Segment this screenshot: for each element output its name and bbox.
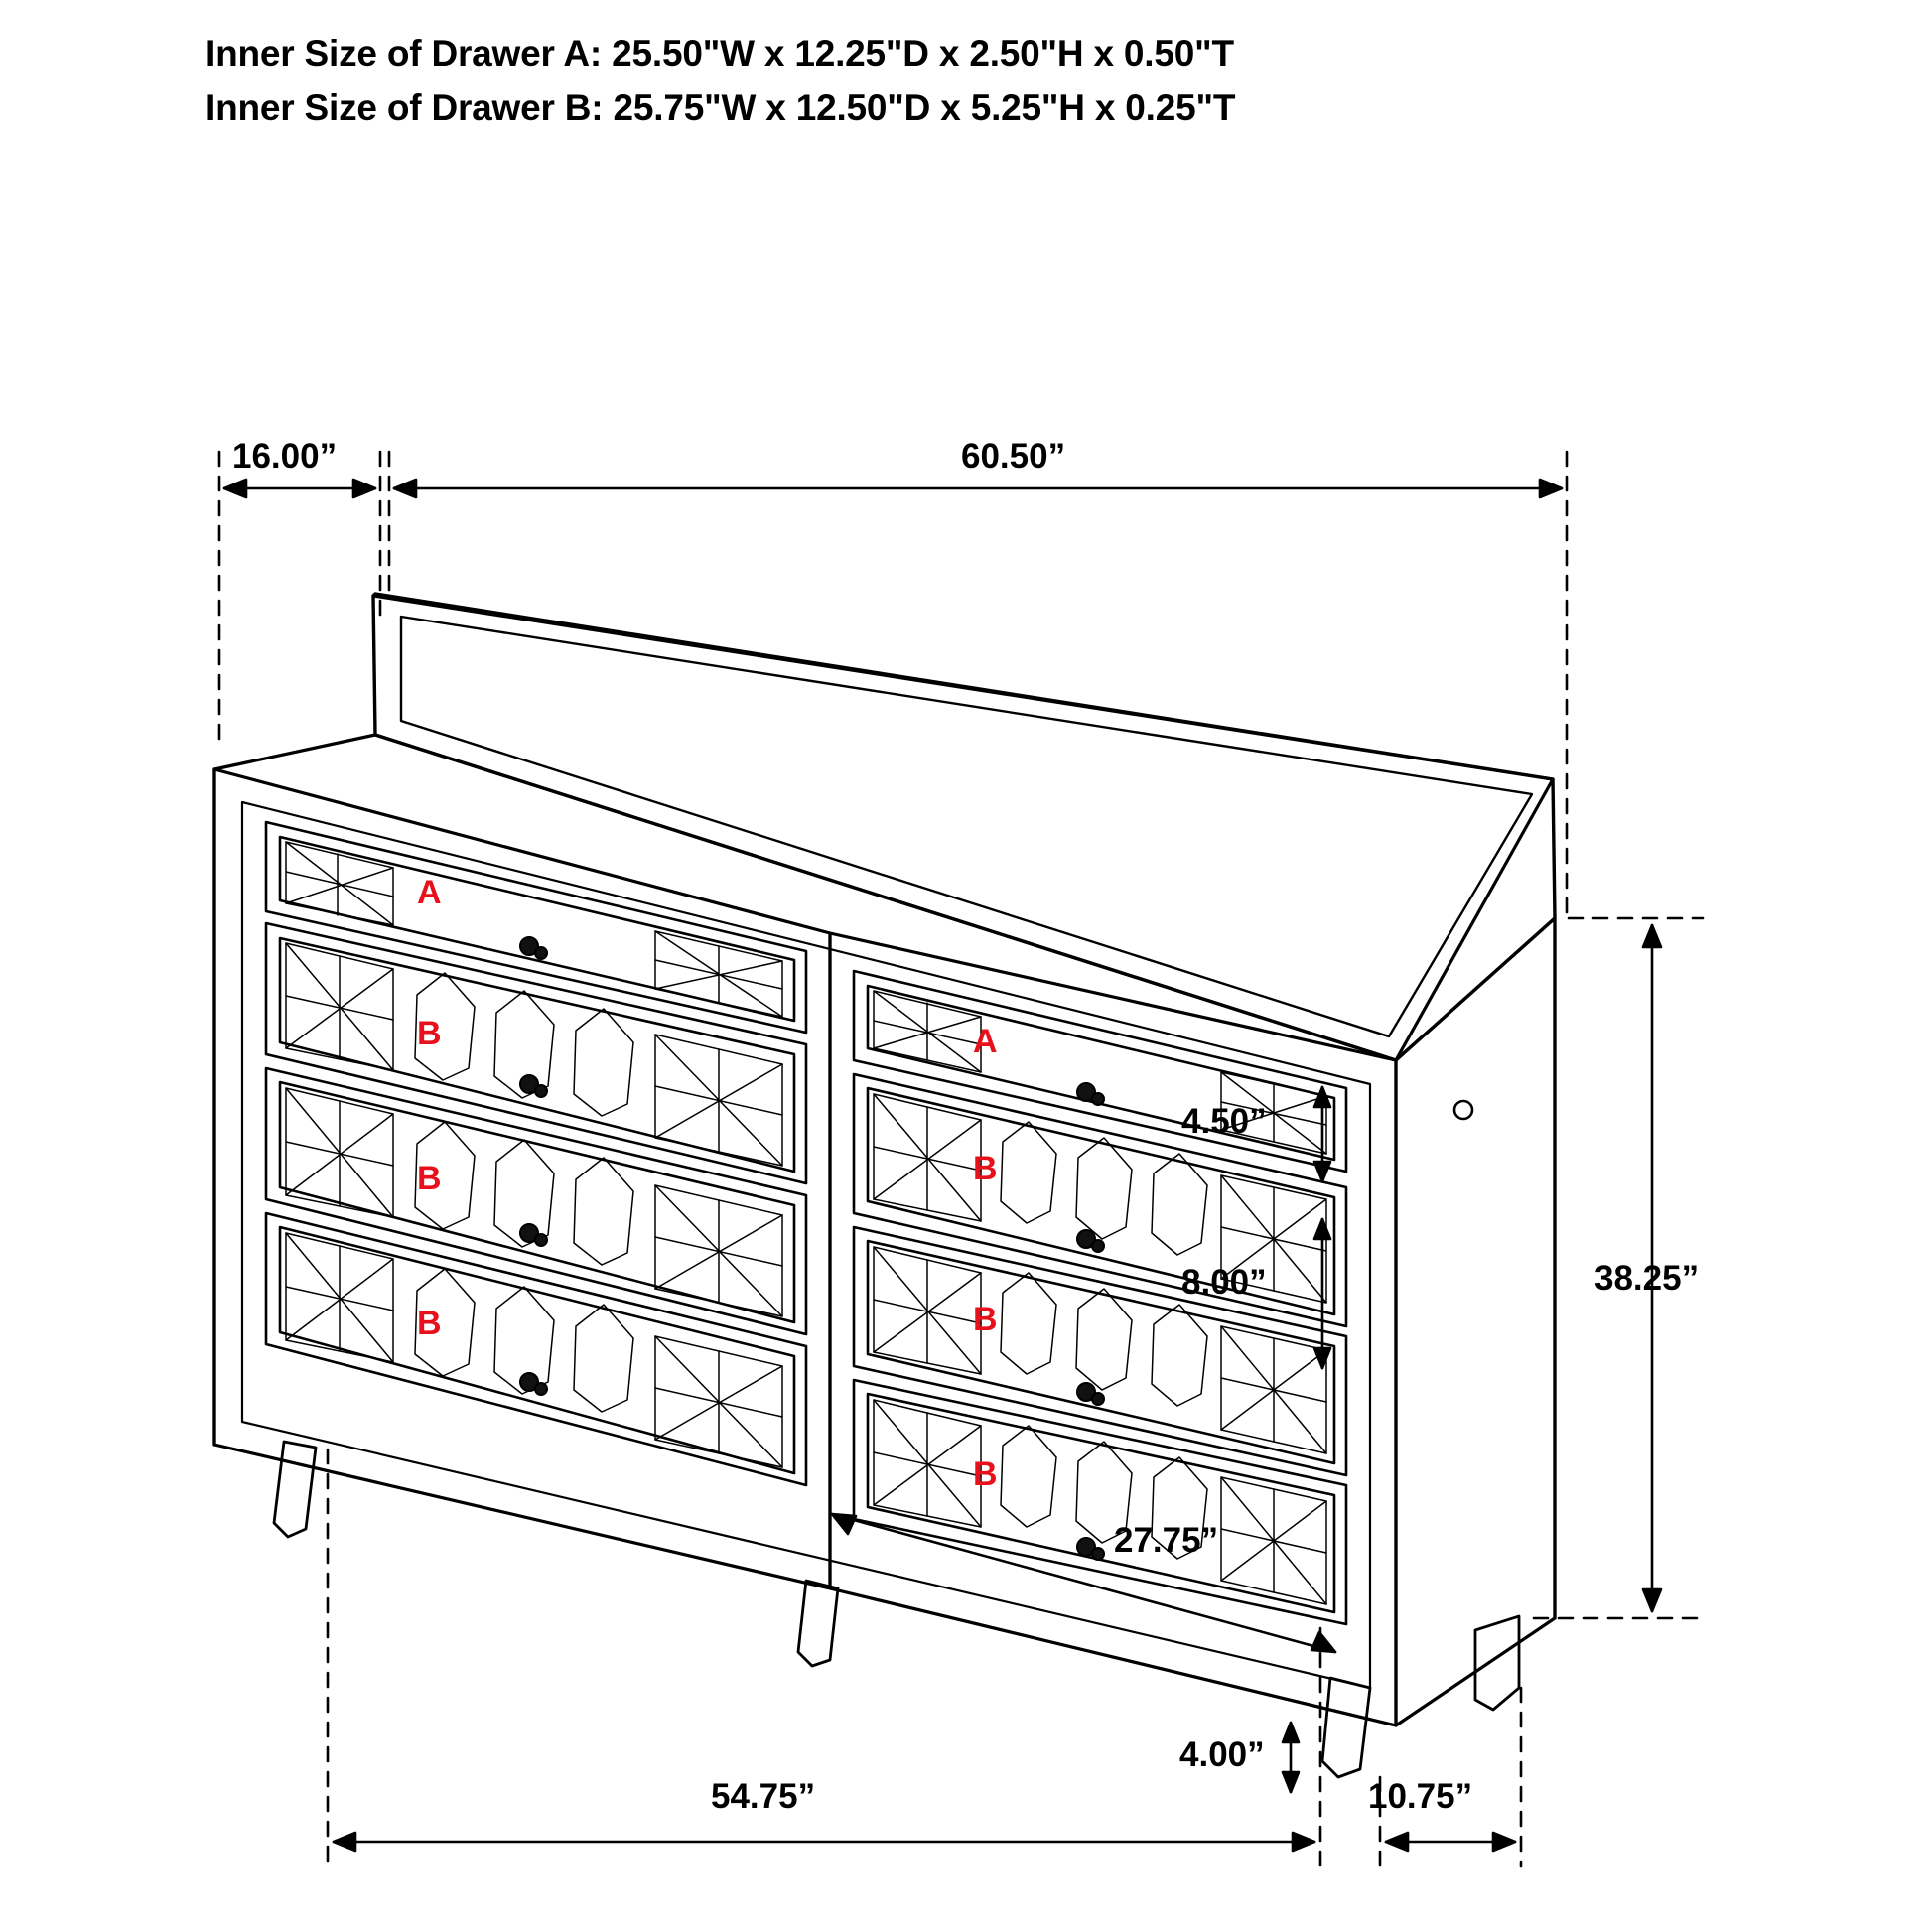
dimension-drawer-width: 27.75” (1114, 1521, 1219, 1560)
drawer-label-left-4: B (417, 1305, 442, 1342)
drawer-label-right-1: A (973, 1023, 998, 1060)
drawer-label-right-2: B (973, 1150, 998, 1187)
dimension-height-38: 38.25” (1594, 1259, 1700, 1298)
dimension-drawer-a-height: 4.50” (1181, 1102, 1267, 1141)
drawer-label-right-3: B (973, 1301, 998, 1338)
drawer-label-left-2: B (417, 1015, 442, 1052)
dimension-drawer-b-height: 8.00” (1181, 1263, 1267, 1302)
drawer-label-left-3: B (417, 1160, 442, 1197)
dimension-leg-height: 4.00” (1179, 1735, 1265, 1774)
inner-size-drawer-a-text: Inner Size of Drawer A: 25.50"W x 12.25"D x 2.50"H x 0.50"T (206, 33, 1234, 73)
dimension-base-width: 54.75” (711, 1777, 816, 1816)
dimension-depth-16: 16.00” (232, 437, 338, 476)
dimension-base-right: 10.75” (1368, 1777, 1473, 1816)
inner-size-drawer-b-text: Inner Size of Drawer B: 25.75"W x 12.50"D x 5.25"H x 0.25"T (206, 87, 1236, 128)
drawer-label-right-4: B (973, 1455, 998, 1493)
drawer-knobs (520, 937, 1104, 1560)
dimension-width-60: 60.50” (961, 437, 1066, 476)
drawer-label-left-1: A (417, 874, 442, 911)
